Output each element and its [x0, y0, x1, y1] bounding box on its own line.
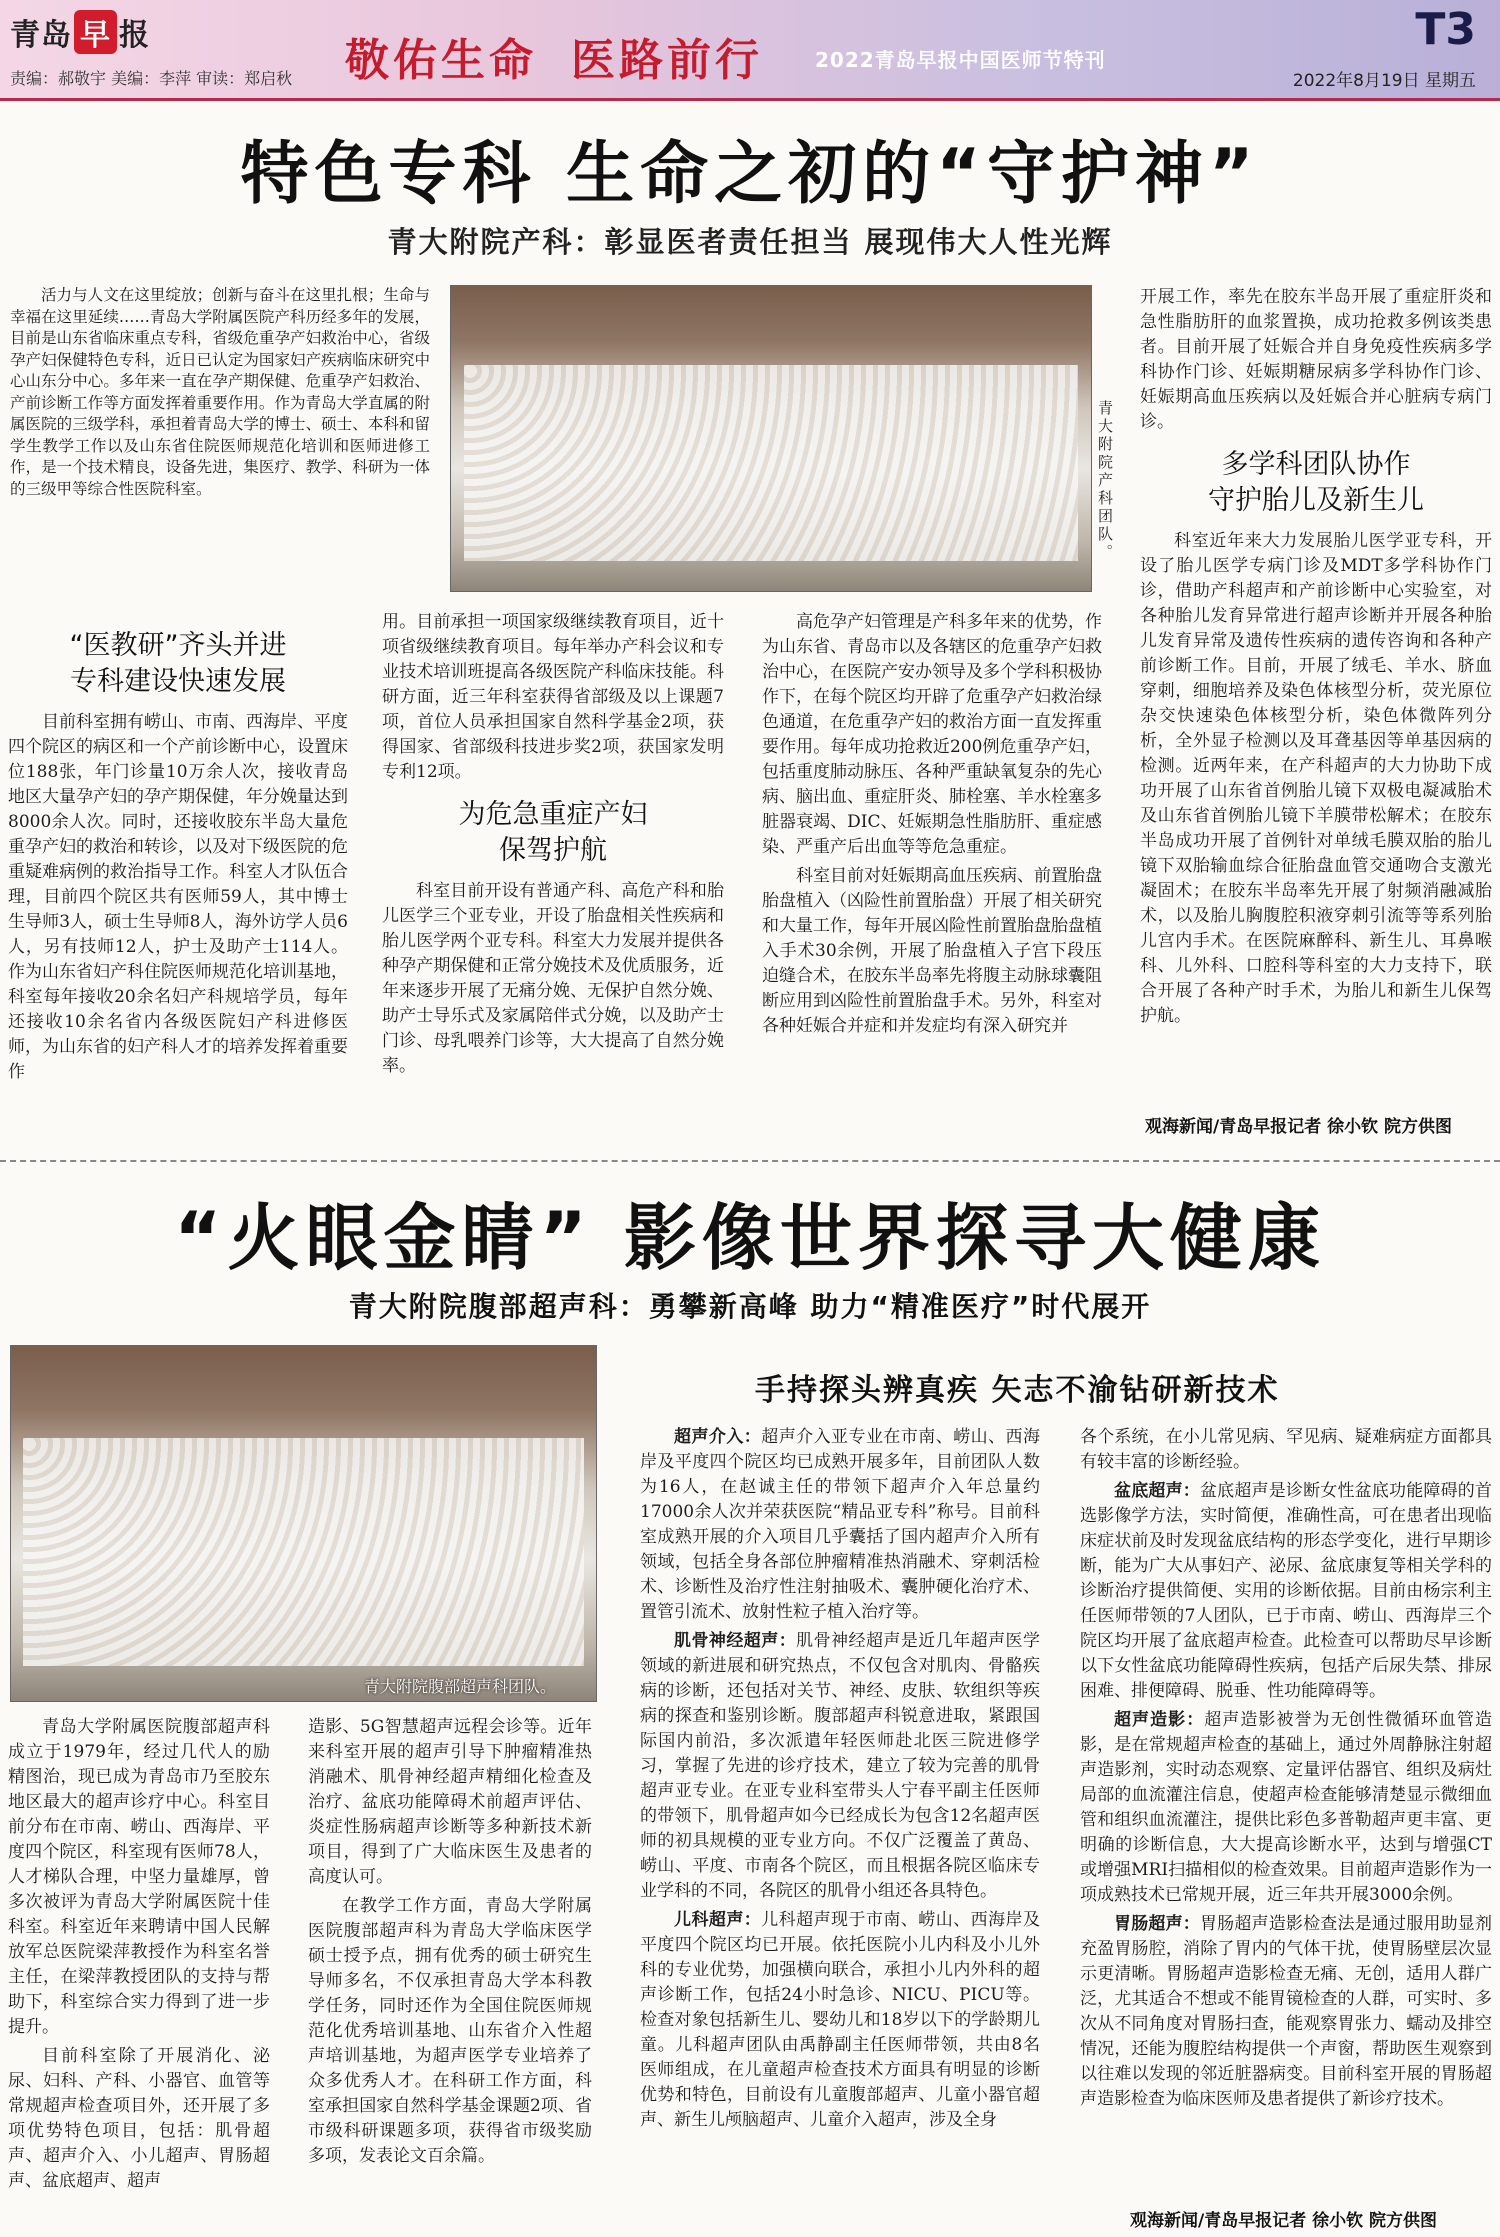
story2-column-3: 超声介入：超声介入亚专业在市南、崂山、西海岸及平度四个院区均已成熟开展多年，目前团队人数为16人，在赵诚主任的带领下超声介入年总量约17000余人次并荣获医院“精品亚专科”称号。目前科室成熟开展的介入项目几乎囊括了国内超声介入所有领域，包括全身各部位肿瘤精准热消融术、穿刺活检术、诊断性及治疗性注射抽吸术、囊肿硬化治疗术、置管引流术、放射性粒子植入治疗等。 肌骨神经超声：肌骨神经超声是近几年超声医学领域的新进展和研究热点，不仅包含对肌肉、骨骼疾病的诊断，还包括对关节、神经、皮肤、软组织等疾病的探查和鉴别诊断。腹部超声科锐意进取，紧跟国际国内前沿，多次派遣年轻医师赴北医三院进修学习，掌握了先进的诊疗技术，建立了较为完善的肌骨超声亚专业。在亚专业科室带头人宁春平副主任医师的带领下，肌骨超声如今已经成长为包含12名超声医师的初具规模的亚专业方向。不仅广泛覆盖了黄岛、崂山、平度、市南各个院区，而且根据各院区临床专业学科的不同，各院区的肌骨小组还各具特色。 儿科超声：儿科超声现于市南、崂山、西海岸及平度四个院区均已开展。依托医院小儿内科及小儿外科的专业优势，加强横向联合，承担小儿内外科的超声诊断工作，包括24小时急诊、NICU、PICU等。检查对象包括新生儿、婴幼儿和18岁以下的学龄期儿童。儿科超声团队由禹静副主任医师带领，共由8名医师组成，在儿童超声检查技术方面具有明显的诊断优势和特色，目前设有儿童腹部超声、儿童小器官超声、新生儿颅脑超声、儿童介入超声，涉及全身	[640, 1427, 1040, 2130]
section-title-2: 为危急重症产妇 保驾护航	[458, 799, 648, 866]
slogan: 敬佑生命 医路前行	[345, 35, 763, 86]
story-divider	[0, 1160, 1500, 1162]
story1-column-2: 用。目前承担一项国家级继续教育项目，近十项省级继续教育项目。每年举办产科会议和专业技术培训班提高各级医院产科临床技能。科研方面，近三年科室获得省部级及以上课题7项，首位人员承担国家自然科学基金2项，获得国家、省部级科技进步奖2项，获国家发明专利12项。 为危急重症产妇 保驾护航 科室目前开设有普通产科、高危产科和胎儿医学三个亚专业，开设了胎盘相关性疾病和胎儿医学两个亚专科。科室大力发展并提供各种孕产期保健和正常分娩技术及优质服务，近年来逐步开展了无痛分娩、无保护自然分娩、助产士导乐式及家属陪伴式分娩，以及助产士门诊、母乳喂养门诊等，大大提高了自然分娩率。	[382, 612, 724, 1076]
keyword-pelvic-floor: 盆底超声：	[1114, 1481, 1200, 1501]
story2-byline: 观海新闻/青岛早报记者 徐小钦 院方供图	[1130, 2211, 1438, 2231]
keyword-interventional: 超声介入：	[674, 1427, 762, 1447]
story1-headline: 特色专科 生命之初的“守护神”	[240, 135, 1260, 214]
story1-column-1: “医教研”齐头并进 专科建设快速发展 目前科室拥有崂山、市南、西海岸、平度四个院区的病区和一个产前诊断中心，设置床位188张，年门诊量10万余人次，接收青岛地区大量孕产妇的孕产期保健，年分娩量达到8000余人次。同时，还接收胶东半岛大量危重孕产妇的救治和转诊，以及对下级医院的危重疑难病例的救治指导工作。科室人才队伍合理，目前四个院区共有医师59人，其中博士生导师3人，硕士生导师8人，海外访学人员6人，另有技师12人，护士及助产士114人。作为山东省妇产科住院医师规范化培训基地，科室每年接收20余名妇产科规培学员，每年还接收10余名省内各级医院妇产科进修医师，为山东省的妇产科人才的培养发挥着重要作	[8, 630, 348, 1082]
keyword-pediatric: 儿科超声：	[674, 1910, 762, 1930]
story1-intro: 活力与人文在这里绽放；创新与奋斗在这里扎根；生命与幸福在这里延续……青岛大学附属医院产科历经多年的发展，目前是山东省临床重点专科，省级危重孕产妇救治中心，省级孕产妇保健特色专科，近日已认定为国家妇产疾病临床研究中心山东分中心。多年来一直在孕产期保健、危重孕产妇救治、产前诊断工作等方面发挥着重要作用。作为青岛大学直属的附属医院的三级学科，承担着青岛大学的博士、硕士、本科和留学生教学工作以及山东省住院医师规范化培训和医师进修工作，是一个技术精良，设备先进，集医疗、教学、科研为一体的三级甲等综合性医院科室。	[10, 286, 430, 498]
keyword-contrast: 超声造影：	[1114, 1710, 1205, 1730]
story2-headline: “火眼金睛” 影像世界探寻大健康	[174, 1196, 1326, 1280]
story2-section-title: 手持探头辨真疾 矢志不渝钻研新技术	[755, 1373, 1280, 1408]
story1-column-4: 开展工作，率先在胶东半岛开展了重症肝炎和急性脂肪肝的血浆置换，成功抢救多例该类患者。目前开展了妊娠合并自身免疫性疾病多学科协作门诊、妊娠期糖尿病多学科协作门诊、妊娠期高血压疾病以及妊娠合并心脏病专病门诊。 多学科团队协作 守护胎儿及新生儿 科室近年来大力发展胎儿医学亚专科，开设了胎儿医学专病门诊及MDT多学科协作门诊，借助产科超声和产前诊断中心实验室，对各种胎儿发育异常进行超声诊断并开展各种胎儿发育异常及遗传性疾病的遗传咨询和各种产前诊断工作。目前，开展了绒毛、羊水、脐血穿刺，细胞培养及染色体核型分析，荧光原位杂交快速染色体核型分析，染色体微阵列分析，全外显子检测以及耳聋基因等单基因病的检测。近两年来，在产科超声的大力协助下成功开展了山东省首例胎儿镜下双极电凝减胎术及山东省首例胎儿镜下羊膜带松解术；在胶东半岛成功开展了首例针对单绒毛膜双胎的胎儿镜下双胎输血综合征胎盘血管交通吻合支激光凝固术；在胶东半岛率先开展了射频消融减胎术，以及胎儿胸腹腔积液穿刺引流等等系列胎儿宫内手术。在医院麻醉科、新生儿、耳鼻喉科、儿外科、口腔科等科室的大力支持下，联合开展了各种产时手术，为胎儿和新生儿保驾护航。	[1140, 287, 1492, 1026]
newspaper-logo: 青岛 早 报	[10, 10, 150, 54]
ultrasound-team-photo	[10, 1345, 597, 1702]
story2-column-4: 各个系统，在小儿常见病、罕见病、疑难病症方面都具有较丰富的诊断经验。 盆底超声：盆底超声是诊断女性盆底功能障碍的首选影像学方法，实时简便，准确性高，可在患者出现临床症状前及时发现盆底结构的形态学变化，进行早期诊断，能为广大从事妇产、泌尿、盆底康复等相关学科的诊断治疗提供简便、实用的诊断依据。目前由杨宗利主任医师带领的7人团队，已于市南、崂山、西海岸三个院区均开展了盆底超声检查。此检查可以帮助尽早诊断以下女性盆底功能障碍性疾病，包括产后尿失禁、排尿困难、排便障碍、脱垂、性功能障碍等。 超声造影：超声造影被誉为无创性微循环血管造影，是在常规超声检查的基础上，通过外周静脉注射超声造影剂，实时动态观察、定量评估器官、组织及病灶局部的血流灌注信息，使超声检查能够清楚显示微细血管和组织血流灌注，提供比彩色多普勒超声更丰富、更明确的诊断信息，大大提高诊断水平，达到与增强CT或增强MRI扫描相似的检查效果。目前超声造影作为一项成熟技术已常规开展，近三年共开展3000余例。 胃肠超声：胃肠超声造影检查法是通过服用助显剂充盈胃肠腔，消除了胃内的气体干扰，使胃肠壁层次显示更清晰。胃肠超声造影检查无痛、无创，适用人群广泛，尤其适合不想或不能胃镜检查的人群，可实时、多次从不同角度对胃肠扫查，能观察胃张力、蠕动及排空情况，还能为腹腔结构提供一个声窗，帮助医生观察到以往难以发现的邻近脏器病变。目前科室开展的胃肠超声造影检查为临床医师及患者提供了新诊疗技术。	[1080, 1427, 1492, 2109]
obstetrics-team-photo	[450, 285, 1092, 592]
special-issue-title: 2022青岛早报中国医师节特刊	[815, 48, 1106, 72]
editor-credits: 责编：郝敬宇 美编：李萍 审读：郑启秋	[10, 69, 293, 88]
keyword-gastrointestinal: 胃肠超声：	[1114, 1914, 1200, 1934]
photo-caption-ultrasound: 青大附院腹部超声科团队。	[363, 1677, 556, 1696]
story1-column-3: 高危孕产妇管理是产科多年来的优势，作为山东省、青岛市以及各辖区的危重孕产妇救治中心，在医院产安办领导及多个学科积极协作下，在每个院区均开辟了危重孕产妇救治绿色通道，在危重孕产妇的救治方面一直发挥重要作用。每年成功抢救近200例危重孕产妇，包括重度肺动脉压、各种严重缺氧复杂的先心病、脑出血、重症肝炎、肺栓塞、羊水栓塞多脏器衰竭、DIC、妊娠期急性脂肪肝、重症感染、严重产后出血等等危急重症。 科室目前对妊娠期高血压疾病、前置胎盘胎盘植入（凶险性前置胎盘）开展了相关研究和大量工作，每年开展凶险性前置胎盘胎盘植入手术30余例，开展了胎盘植入子宫下段压迫缝合术，在胶东半岛率先将腹主动脉球囊阻断应用到凶险性前置胎盘手术。另外，科室对各种妊娠合并症和并发症均有深入研究并	[762, 612, 1102, 1036]
story2-subhead: 青大附院腹部超声科：勇攀新高峰 助力“精准医疗”时代展开	[348, 1290, 1152, 1323]
section-title-3: 多学科团队协作 守护胎儿及新生儿	[1208, 449, 1424, 516]
story2-column-1: 青岛大学附属医院腹部超声科成立于1979年，经过几代人的励精图治，现已成为青岛市乃至胶东地区最大的超声诊疗中心。科室目前分布在市南、崂山、西海岸、平度四个院区，科室现有医师78人，人才梯队合理，中坚力量雄厚，曾多次被评为青岛大学附属医院十佳科室。科室近年来聘请中国人民解放军总医院梁萍教授作为科室名誉主任，在梁萍教授团队的支持与帮助下，科室综合实力得到了进一步提升。 目前科室除了开展消化、泌尿、妇科、产科、小器官、血管等常规超声检查项目外，还开展了多项优势特色项目，包括：肌骨超声、超声介入、小儿超声、胃肠超声、盆底超声、超声	[8, 1717, 270, 2191]
issue-date: 2022年8月19日 星期五	[1292, 71, 1476, 91]
section-title-1: “医教研”齐头并进 专科建设快速发展	[69, 630, 287, 697]
masthead-banner	[0, 0, 1500, 101]
story1-subhead: 青大附院产科：彰显医者责任担当 展现伟大人性光辉	[387, 225, 1113, 259]
photo-caption-obstetrics: 青大附院产科团队。	[1096, 400, 1114, 562]
story2-column-2: 造影、5G智慧超声远程会诊等。近年来科室开展的超声引导下肿瘤精准热消融术、肌骨神经超声精细化检查及治疗、盆底功能障碍术前超声评估、炎症性肠病超声诊断等多种新技术新项目，得到了广大临床医生及患者的高度认可。 在教学工作方面，青岛大学附属医院腹部超声科为青岛大学临床医学硕士授予点，拥有优秀的硕士研究生导师多名，不仅承担青岛大学本科教学任务，同时还作为全国住院医师规范化优秀培训基地、山东省介入性超声培训基地，为超声医学专业培养了众多优秀人才。在科研工作方面，科室承担国家自然科学基金课题2项、省市级科研课题多项，获得省市级奖励多项，发表论文百余篇。	[308, 1717, 592, 2166]
keyword-musculoskeletal: 肌骨神经超声：	[674, 1631, 797, 1651]
story1-byline: 观海新闻/青岛早报记者 徐小钦 院方供图	[1145, 1117, 1453, 1137]
page-number: T3	[1415, 4, 1476, 55]
